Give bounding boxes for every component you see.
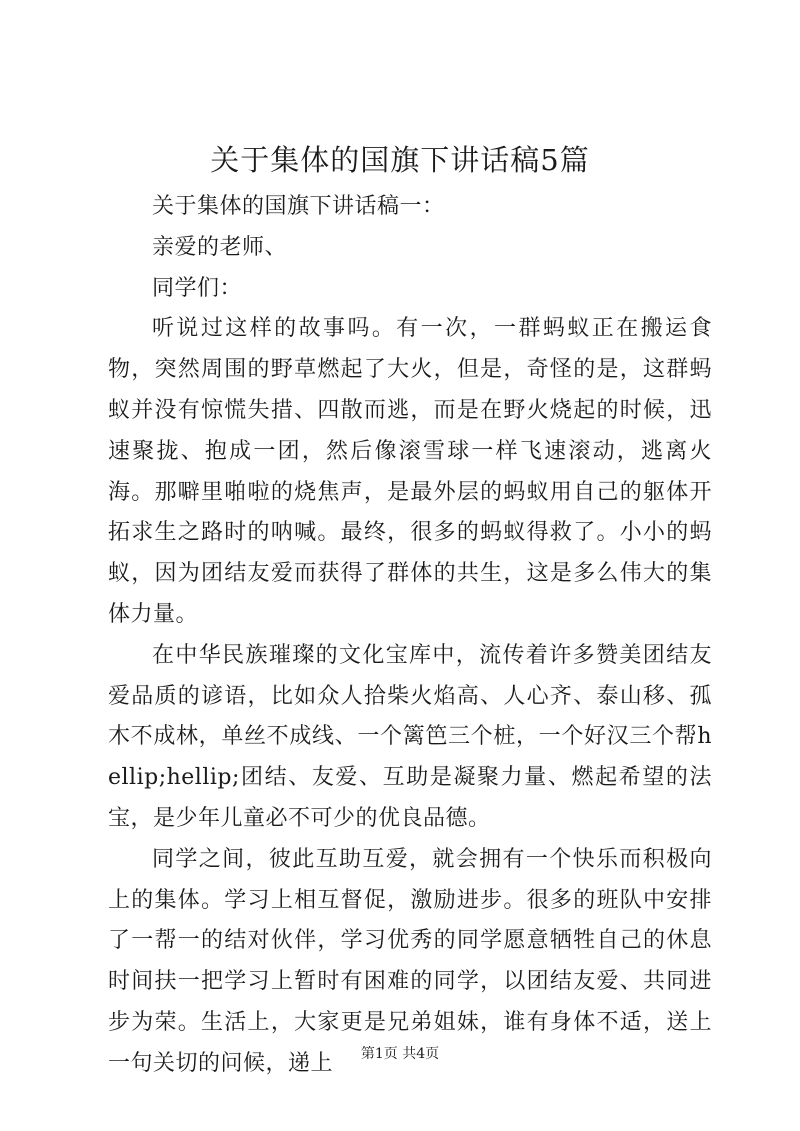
document-body [108, 187, 712, 1085]
paragraph-salutation-students: 同学们： [152, 275, 243, 301]
paragraph-salutation-teachers: 亲爱的老师、 [152, 234, 288, 260]
page-number-footer: 第1页 共4页 [360, 1046, 440, 1062]
paragraph-proverbs: 在中华民族璀璨的文化宝库中，流传着许多赞美团结友爱品质的谚语，比如众人拾柴火焰高、人心齐、泰山移、孤木不成林，单丝不成线、一个篱笆三个桩，一个好汉三个帮hellip;hellip;团结、友爱、互助是凝聚力量、燃起希望的法宝，是少年儿童必不可少的优良品德。 [108, 642, 712, 831]
paragraph-ant-story: 听说过这样的故事吗。有一次，一群蚂蚁正在搬运食物，突然周围的野草燃起了大火，但是，奇怪的是，这群蚂蚁并没有惊慌失措、四散而逃，而是在野火烧起的时候，迅速聚拢、抱成一团，然后像滚雪球一样飞速滚动，逃离火海。那噼里啪啦的烧焦声，是最外层的蚂蚁用自己的躯体开拓求生之路时的呐喊。最终，很多的蚂蚁得救了。小小的蚂蚁，因为团结友爱而获得了群体的共生，这是多么伟大的集体力量。 [108, 316, 712, 627]
paragraph-classmates: 同学之间，彼此互助互爱，就会拥有一个快乐而积极向上的集体。学习上相互督促，激励进步。很多的班队中安排了一帮一的结对伙伴，学习优秀的同学愿意牺牲自己的休息时间扶一把学习上暂时有困难的同学，以团结友爱、共同进步为荣。生活上，大家更是兄弟姐妹，谁有身体不适，送上一句关切的问候，递上 [108, 846, 712, 1076]
document-title: 关于集体的国旗下讲话稿5篇 [210, 143, 590, 177]
paragraph-heading: 关于集体的国旗下讲话稿一： [152, 194, 445, 219]
